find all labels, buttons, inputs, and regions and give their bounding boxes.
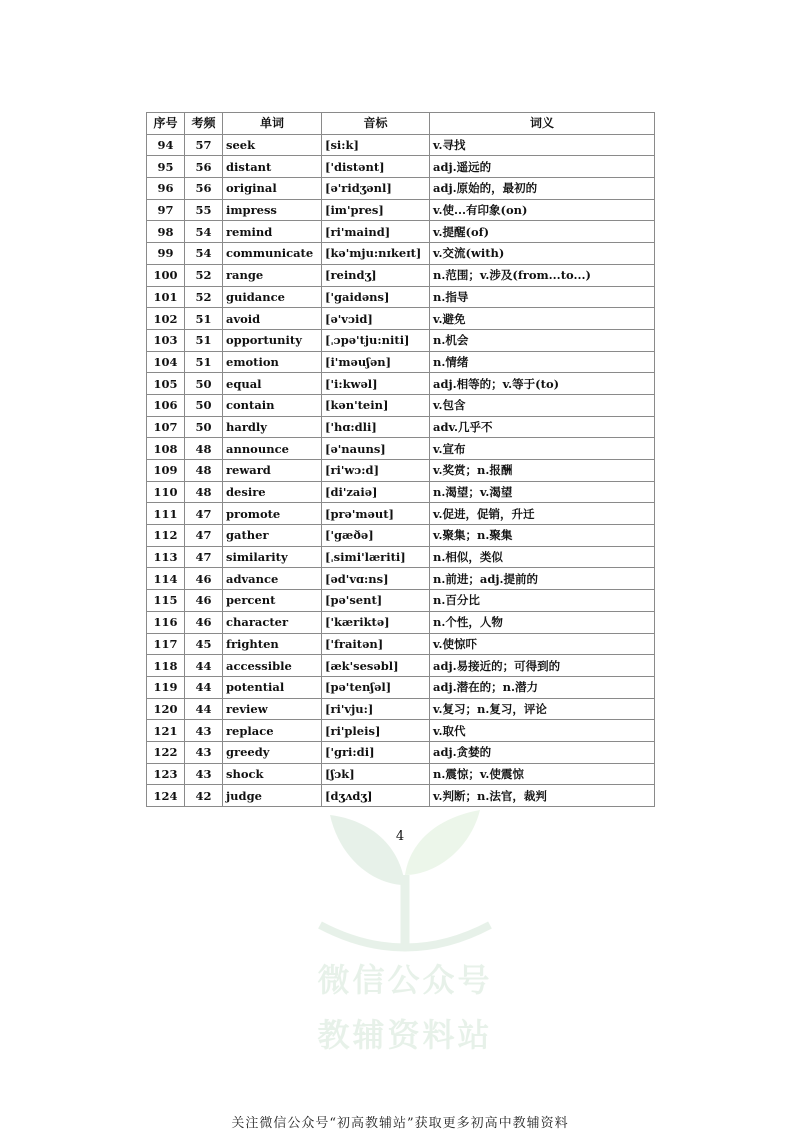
cell-frequency: 44 <box>185 655 223 677</box>
header-index: 序号 <box>147 113 185 135</box>
table-row <box>147 568 655 590</box>
cell-meaning: v.寻找 <box>430 134 655 156</box>
cell-meaning: v.取代 <box>430 720 655 742</box>
cell-meaning: v.包含 <box>430 394 655 416</box>
cell-phonetic: [ri'maind] <box>322 221 430 243</box>
cell-phonetic: [i'məuʃən] <box>322 351 430 373</box>
table-row <box>147 416 655 438</box>
cell-index: 112 <box>147 525 185 547</box>
cell-meaning: v.交流(with) <box>430 243 655 265</box>
cell-phonetic: [ˌɔpə'tju:niti] <box>322 329 430 351</box>
cell-meaning: v.聚集；n.聚集 <box>430 525 655 547</box>
cell-word: seek <box>223 134 322 156</box>
sprout-logo-icon <box>300 805 510 955</box>
cell-word: similarity <box>223 546 322 568</box>
table-row <box>147 546 655 568</box>
cell-meaning: n.指导 <box>430 286 655 308</box>
cell-word: character <box>223 611 322 633</box>
cell-index: 118 <box>147 655 185 677</box>
cell-phonetic: [si:k] <box>322 134 430 156</box>
cell-meaning: v.使惊吓 <box>430 633 655 655</box>
cell-index: 110 <box>147 481 185 503</box>
table-row <box>147 611 655 633</box>
watermark-line2: 教辅资料站 <box>317 1016 493 1054</box>
cell-word: announce <box>223 438 322 460</box>
cell-phonetic: [kən'tein] <box>322 394 430 416</box>
table-row <box>147 460 655 482</box>
cell-frequency: 52 <box>185 264 223 286</box>
table-row <box>147 590 655 612</box>
cell-frequency: 44 <box>185 698 223 720</box>
cell-frequency: 46 <box>185 568 223 590</box>
table-row <box>147 373 655 395</box>
cell-phonetic: [reindʒ] <box>322 264 430 286</box>
cell-word: avoid <box>223 308 322 330</box>
cell-frequency: 51 <box>185 351 223 373</box>
cell-frequency: 52 <box>185 286 223 308</box>
cell-index: 122 <box>147 741 185 763</box>
watermark-logo <box>300 805 510 1065</box>
cell-meaning: adj.潜在的；n.潜力 <box>430 676 655 698</box>
cell-index: 119 <box>147 676 185 698</box>
page-number: 4 <box>395 829 405 844</box>
cell-word: equal <box>223 373 322 395</box>
cell-word: advance <box>223 568 322 590</box>
cell-word: judge <box>223 785 322 807</box>
cell-meaning: n.前进；adj.提前的 <box>430 568 655 590</box>
cell-phonetic: [æk'sesəbl] <box>322 655 430 677</box>
cell-meaning: adj.贪婪的 <box>430 741 655 763</box>
table-row <box>147 481 655 503</box>
cell-phonetic: ['gæðə] <box>322 525 430 547</box>
table-row <box>147 156 655 178</box>
table-row <box>147 308 655 330</box>
vocabulary-table <box>146 112 655 807</box>
table-row <box>147 134 655 156</box>
cell-frequency: 50 <box>185 416 223 438</box>
cell-meaning: v.避免 <box>430 308 655 330</box>
header-frequency: 考频 <box>185 113 223 135</box>
cell-index: 98 <box>147 221 185 243</box>
cell-word: original <box>223 178 322 200</box>
cell-frequency: 47 <box>185 503 223 525</box>
cell-phonetic: [ə'nauns] <box>322 438 430 460</box>
cell-meaning: n.百分比 <box>430 590 655 612</box>
cell-frequency: 42 <box>185 785 223 807</box>
cell-phonetic: [ri'vju:] <box>322 698 430 720</box>
cell-index: 100 <box>147 264 185 286</box>
cell-phonetic: [ə'vɔid] <box>322 308 430 330</box>
table-row <box>147 633 655 655</box>
cell-phonetic: [ˌsimi'læriti] <box>322 546 430 568</box>
cell-meaning: n.相似，类似 <box>430 546 655 568</box>
cell-word: gather <box>223 525 322 547</box>
cell-meaning: adv.几乎不 <box>430 416 655 438</box>
cell-phonetic: [ʃɔk] <box>322 763 430 785</box>
table-row <box>147 243 655 265</box>
cell-meaning: adj.易接近的；可得到的 <box>430 655 655 677</box>
cell-word: frighten <box>223 633 322 655</box>
cell-phonetic: [ri'pleis] <box>322 720 430 742</box>
cell-word: impress <box>223 199 322 221</box>
cell-frequency: 47 <box>185 525 223 547</box>
table-row <box>147 720 655 742</box>
cell-word: guidance <box>223 286 322 308</box>
cell-phonetic: [əd'vɑ:ns] <box>322 568 430 590</box>
cell-index: 106 <box>147 394 185 416</box>
cell-frequency: 48 <box>185 460 223 482</box>
cell-index: 99 <box>147 243 185 265</box>
cell-index: 117 <box>147 633 185 655</box>
table-row <box>147 351 655 373</box>
cell-index: 105 <box>147 373 185 395</box>
cell-index: 113 <box>147 546 185 568</box>
header-word: 单词 <box>223 113 322 135</box>
cell-meaning: v.使...有印象(on) <box>430 199 655 221</box>
cell-word: opportunity <box>223 329 322 351</box>
table-row <box>147 655 655 677</box>
cell-frequency: 50 <box>185 373 223 395</box>
cell-meaning: v.奖赏；n.报酬 <box>430 460 655 482</box>
cell-index: 120 <box>147 698 185 720</box>
table-row <box>147 698 655 720</box>
cell-word: promote <box>223 503 322 525</box>
cell-meaning: v.判断；n.法官，裁判 <box>430 785 655 807</box>
cell-frequency: 56 <box>185 156 223 178</box>
cell-phonetic: [pə'tenʃəl] <box>322 676 430 698</box>
cell-meaning: n.情绪 <box>430 351 655 373</box>
cell-index: 124 <box>147 785 185 807</box>
cell-phonetic: [ri'wɔ:d] <box>322 460 430 482</box>
cell-index: 111 <box>147 503 185 525</box>
cell-phonetic: [im'pres] <box>322 199 430 221</box>
cell-meaning: adj.遥远的 <box>430 156 655 178</box>
cell-frequency: 46 <box>185 611 223 633</box>
watermark-line1: 微信公众号 <box>317 961 493 999</box>
cell-frequency: 51 <box>185 308 223 330</box>
cell-phonetic: [prə'məut] <box>322 503 430 525</box>
cell-meaning: v.提醒(of) <box>430 221 655 243</box>
cell-word: percent <box>223 590 322 612</box>
cell-word: remind <box>223 221 322 243</box>
header-phonetic: 音标 <box>322 113 430 135</box>
cell-word: emotion <box>223 351 322 373</box>
cell-word: range <box>223 264 322 286</box>
cell-index: 116 <box>147 611 185 633</box>
cell-meaning: adj.相等的；v.等于(to) <box>430 373 655 395</box>
cell-frequency: 44 <box>185 676 223 698</box>
cell-index: 101 <box>147 286 185 308</box>
cell-index: 121 <box>147 720 185 742</box>
cell-index: 103 <box>147 329 185 351</box>
table-row <box>147 676 655 698</box>
cell-word: potential <box>223 676 322 698</box>
cell-frequency: 57 <box>185 134 223 156</box>
cell-phonetic: ['gri:di] <box>322 741 430 763</box>
cell-index: 107 <box>147 416 185 438</box>
table-row <box>147 199 655 221</box>
cell-frequency: 54 <box>185 243 223 265</box>
cell-word: desire <box>223 481 322 503</box>
cell-index: 114 <box>147 568 185 590</box>
header-meaning: 词义 <box>430 113 655 135</box>
table-row <box>147 525 655 547</box>
cell-frequency: 48 <box>185 438 223 460</box>
cell-index: 97 <box>147 199 185 221</box>
cell-phonetic: ['i:kwəl] <box>322 373 430 395</box>
cell-index: 108 <box>147 438 185 460</box>
table-row <box>147 438 655 460</box>
cell-phonetic: [di'zaiə] <box>322 481 430 503</box>
footer-note: 关注微信公众号“初高教辅站”获取更多初高中教辅资料 <box>231 1116 569 1131</box>
cell-index: 94 <box>147 134 185 156</box>
cell-phonetic: ['hɑ:dli] <box>322 416 430 438</box>
cell-frequency: 51 <box>185 329 223 351</box>
cell-word: accessible <box>223 655 322 677</box>
cell-phonetic: [dʒʌdʒ] <box>322 785 430 807</box>
cell-meaning: v.宣布 <box>430 438 655 460</box>
cell-index: 123 <box>147 763 185 785</box>
cell-index: 95 <box>147 156 185 178</box>
table-row <box>147 178 655 200</box>
table-row <box>147 741 655 763</box>
cell-index: 109 <box>147 460 185 482</box>
cell-frequency: 47 <box>185 546 223 568</box>
cell-frequency: 54 <box>185 221 223 243</box>
cell-meaning: n.个性，人物 <box>430 611 655 633</box>
table-body <box>147 134 655 806</box>
table-row <box>147 394 655 416</box>
cell-frequency: 56 <box>185 178 223 200</box>
cell-phonetic: [ə'ridʒənl] <box>322 178 430 200</box>
cell-meaning: v.促进，促销，升迁 <box>430 503 655 525</box>
cell-phonetic: ['kæriktə] <box>322 611 430 633</box>
cell-meaning: n.震惊；v.使震惊 <box>430 763 655 785</box>
table-row <box>147 264 655 286</box>
cell-word: communicate <box>223 243 322 265</box>
cell-frequency: 50 <box>185 394 223 416</box>
cell-frequency: 46 <box>185 590 223 612</box>
table-row <box>147 503 655 525</box>
table-header-row <box>147 113 655 135</box>
cell-phonetic: [pə'sent] <box>322 590 430 612</box>
table-row <box>147 329 655 351</box>
cell-meaning: v.复习；n.复习，评论 <box>430 698 655 720</box>
cell-frequency: 43 <box>185 763 223 785</box>
cell-index: 96 <box>147 178 185 200</box>
cell-index: 104 <box>147 351 185 373</box>
table-row <box>147 763 655 785</box>
cell-word: shock <box>223 763 322 785</box>
cell-meaning: n.渴望；v.渴望 <box>430 481 655 503</box>
cell-frequency: 55 <box>185 199 223 221</box>
cell-word: contain <box>223 394 322 416</box>
cell-index: 102 <box>147 308 185 330</box>
cell-frequency: 43 <box>185 720 223 742</box>
table-row <box>147 221 655 243</box>
cell-word: replace <box>223 720 322 742</box>
cell-word: greedy <box>223 741 322 763</box>
table-row <box>147 785 655 807</box>
cell-frequency: 45 <box>185 633 223 655</box>
cell-meaning: adj.原始的，最初的 <box>430 178 655 200</box>
cell-index: 115 <box>147 590 185 612</box>
cell-phonetic: [kə'mju:nɪkeɪt] <box>322 243 430 265</box>
cell-meaning: n.范围；v.涉及(from...to...) <box>430 264 655 286</box>
cell-phonetic: ['distənt] <box>322 156 430 178</box>
cell-phonetic: ['gaidəns] <box>322 286 430 308</box>
cell-word: reward <box>223 460 322 482</box>
cell-frequency: 43 <box>185 741 223 763</box>
cell-meaning: n.机会 <box>430 329 655 351</box>
cell-frequency: 48 <box>185 481 223 503</box>
cell-word: hardly <box>223 416 322 438</box>
cell-phonetic: ['fraitən] <box>322 633 430 655</box>
table-row <box>147 286 655 308</box>
cell-word: distant <box>223 156 322 178</box>
cell-word: review <box>223 698 322 720</box>
